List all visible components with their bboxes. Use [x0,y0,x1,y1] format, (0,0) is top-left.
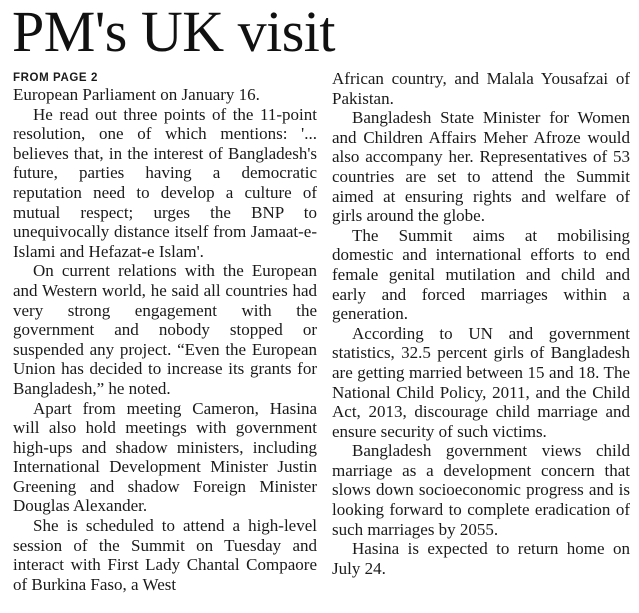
headline: PM's UK visit [12,0,336,64]
paragraph: Hasina is expected to return home on July 24. [332,539,630,578]
paragraph: On current relations with the European and Western world, he said all countries had very strong engagement with the government and nobody stopped or suspended any project. “Even the European Union has decided to increase its grants for Bangladesh,” he noted. [13,261,317,398]
continuation-kicker: FROM PAGE 2 [13,72,98,84]
paragraph: According to UN and government statistics, 32.5 percent girls of Bangladesh are getting married between 15 and 18. The National Child Policy, 2011, and the Child Act, 2013, discourage child marriage and ensure security of such victims. [332,323,630,441]
paragraph: The Summit aims at mobilising domestic and international efforts to end female genital mutilation and child and early and forced marriages within a generation. [332,225,630,324]
paragraph: African country, and Malala Yousafzai of Pakistan. [332,69,630,108]
paragraph: She is scheduled to attend a high-level session of the Summit on Tuesday and interact with First Lady Chantal Compaore of Burkina Faso, a West [13,516,317,594]
paragraph: He read out three points of the 11-point resolution, one of which mentions: '... believes that, in the interest of Bangladesh's future, parties having a democratic reputation need to develop a culture of mutual respect; urges the BNP to unequivocally distance itself from Jamaat-e-Islami and Hefazat-e Islam'. [13,104,317,261]
right-column [332,69,630,613]
paragraph: Bangladesh government views child marriage as a development concern that slows down socioeconomic progress and is looking forward to complete eradication of such marriages by 2055. [332,441,630,539]
paragraph: European Parliament on January 16. [13,85,260,104]
paragraph: Bangladesh State Minister for Women and Children Affairs Meher Afroze would also accompany her. Representatives of 53 countries are set to attend the Summit aimed at ensuring rights and welfare of girls around the globe. [332,108,630,226]
left-column [13,70,317,613]
paragraph: Apart from meeting Cameron, Hasina will also hold meetings with government high-ups and shadow ministers, including International Development Minister Justin Greening and shadow Foreign Minister Douglas Alexander. [13,398,317,516]
